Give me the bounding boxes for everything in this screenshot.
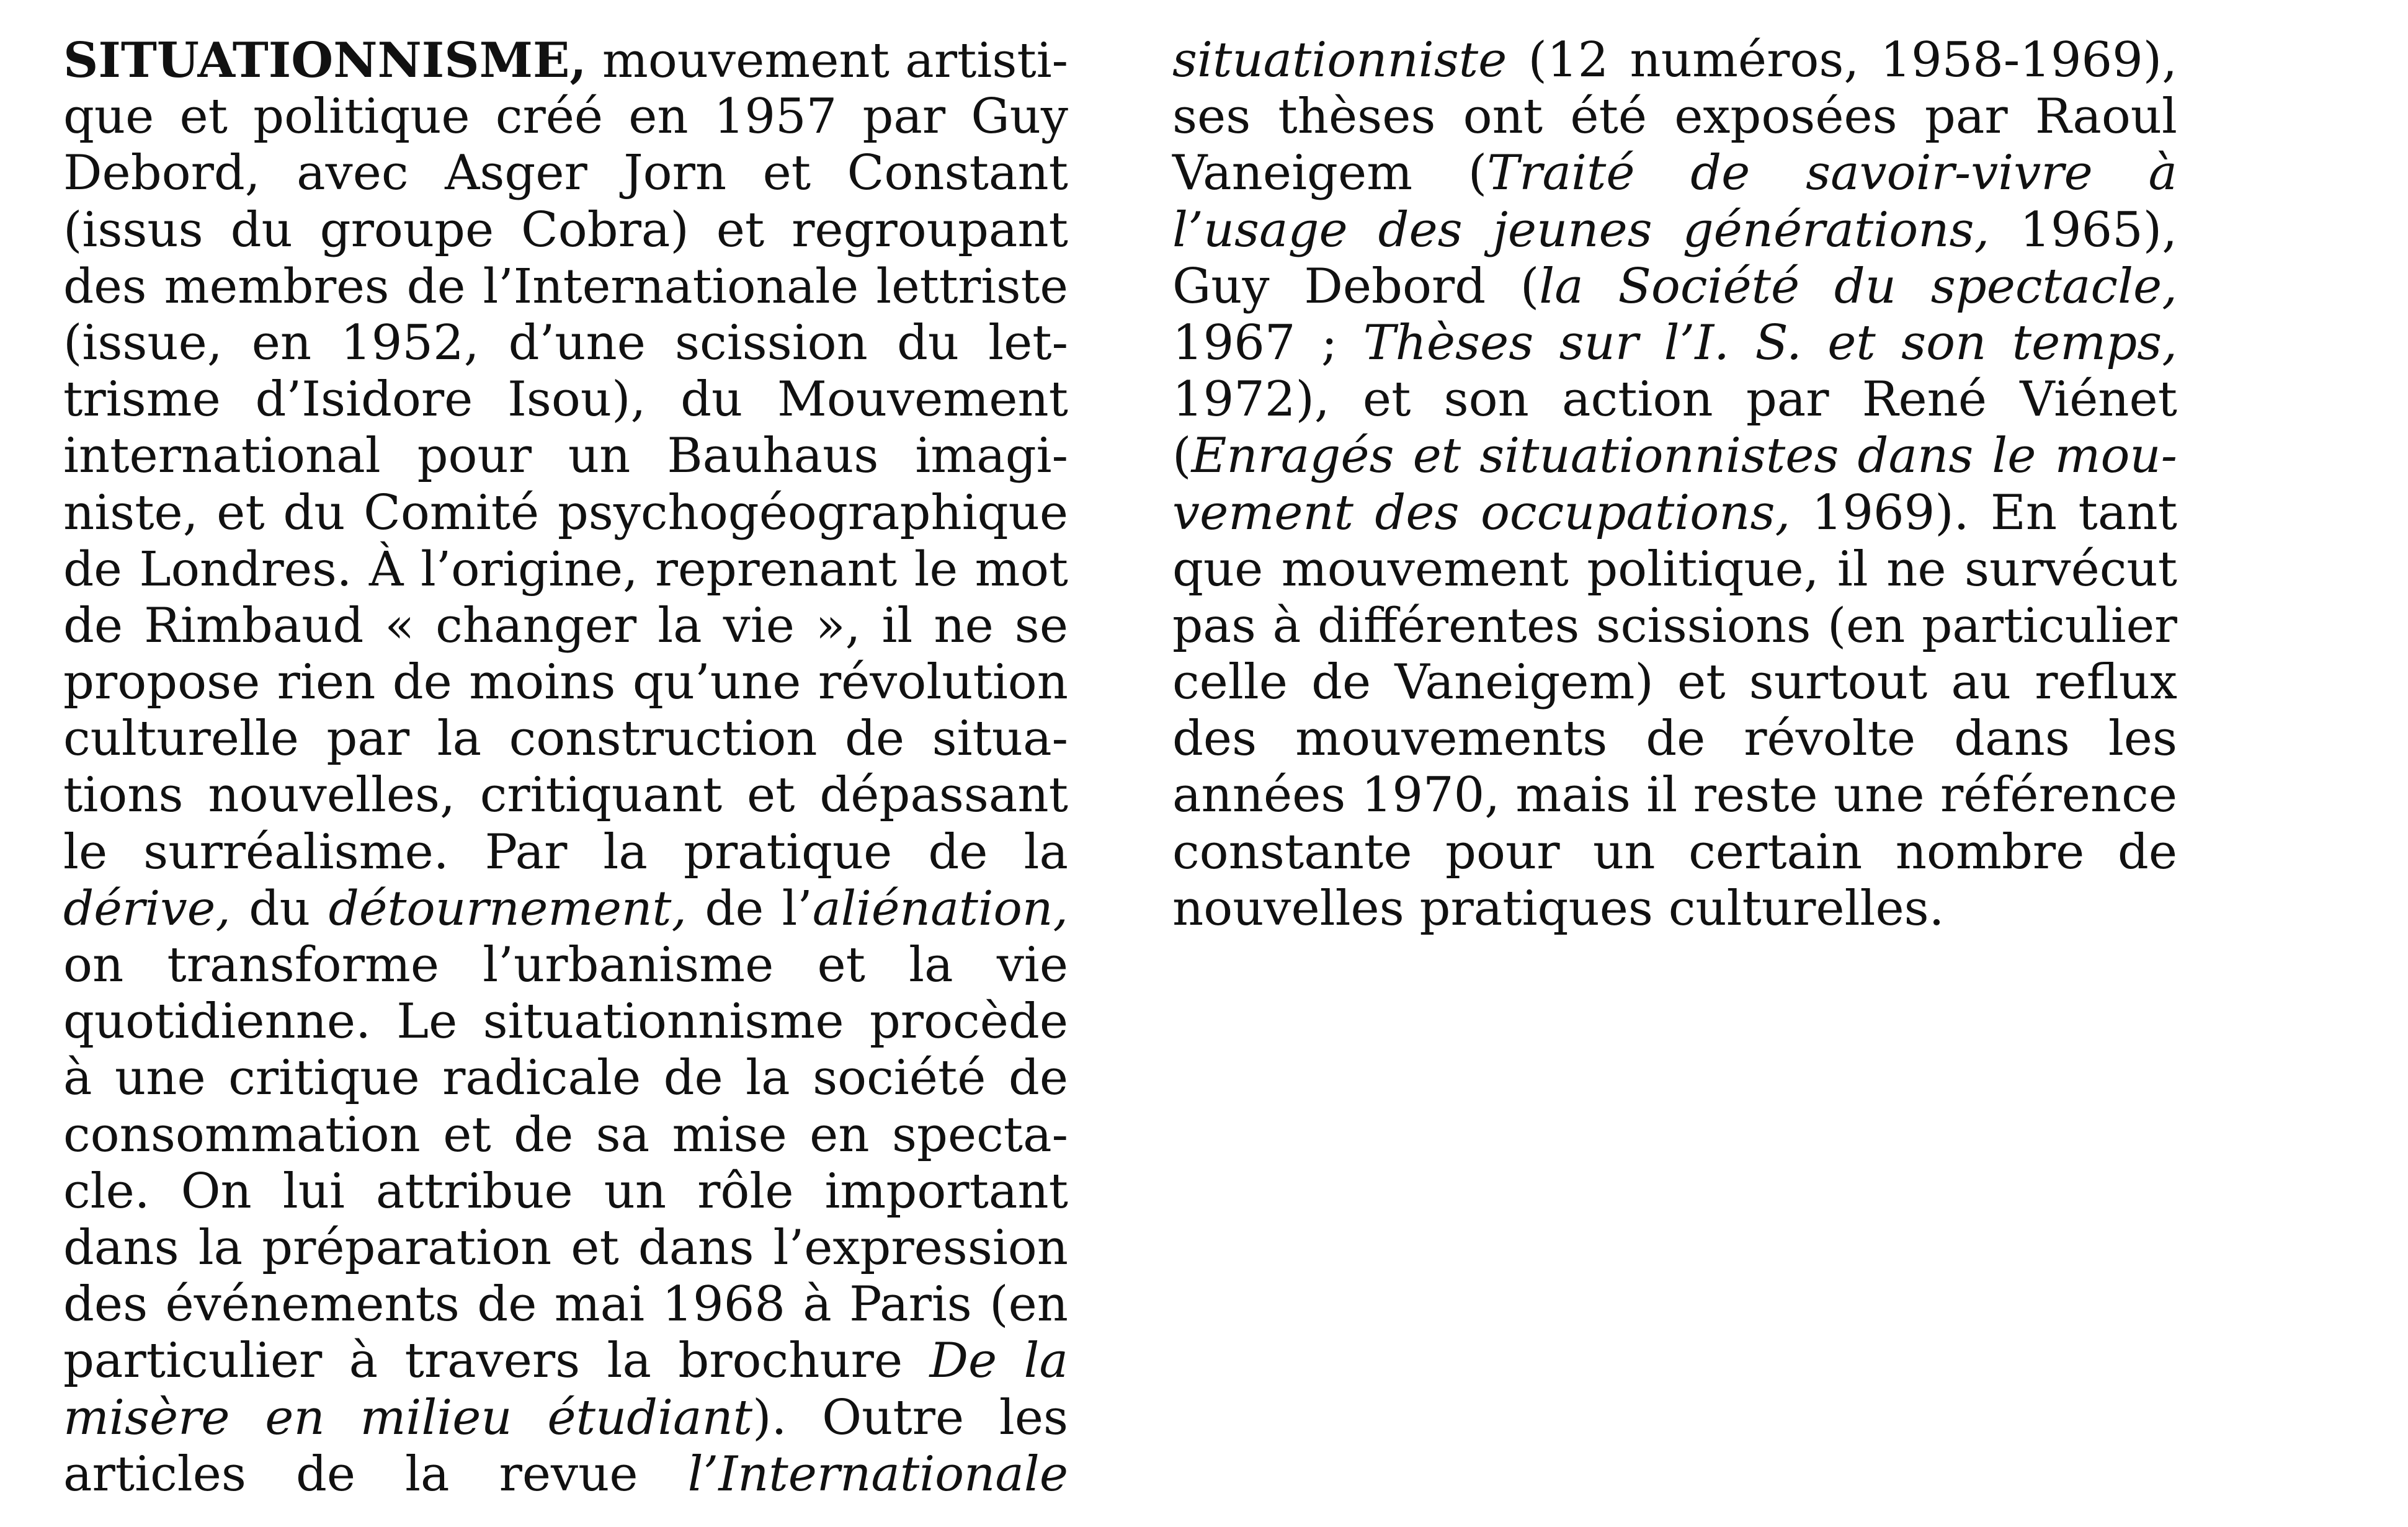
text-run: (	[1172, 428, 1192, 484]
text-run: consommation et de sa mise en specta-	[63, 1106, 1068, 1163]
text-run: Vaneigem (	[1172, 145, 1487, 202]
text-line	[1172, 428, 2177, 484]
text-run: trisme d’Isidore Isou), du Mouvement	[63, 372, 1068, 428]
italic-text: Enragés et situationnistes dans le mou-	[1191, 428, 2177, 484]
text-line	[1172, 711, 2177, 767]
text-line	[63, 994, 1068, 1050]
text-line	[1172, 767, 2177, 824]
text-run: de Londres. À l’origine, reprenant le mot	[63, 541, 1068, 597]
text-line	[63, 1050, 1068, 1106]
text-run: 1967 ;	[1172, 314, 1363, 371]
left-column	[63, 32, 1068, 1503]
text-line	[63, 881, 1068, 937]
text-run: années 1970, mais il reste une référence	[1172, 767, 2177, 824]
text-line	[1172, 598, 2177, 654]
text-run: des mouvements de révolte dans les	[1172, 711, 2177, 767]
text-line	[63, 1390, 1068, 1446]
text-run: à une critique radicale de la société de	[63, 1050, 1068, 1106]
text-line	[63, 202, 1068, 259]
text-line	[63, 485, 1068, 541]
text-line	[1172, 202, 2177, 259]
text-run: que et politique créé en 1957 par Guy	[63, 89, 1068, 145]
italic-text: l’Internationale	[687, 1446, 1068, 1502]
text-run: celle de Vaneigem) et surtout au reflux	[1172, 654, 2177, 711]
text-line	[1172, 259, 2177, 315]
text-line	[63, 1107, 1068, 1164]
text-line	[1172, 89, 2177, 145]
text-run: ses thèses ont été exposées par Raoul	[1172, 89, 2177, 145]
text-line	[63, 767, 1068, 824]
text-line	[63, 32, 1068, 89]
text-line	[63, 259, 1068, 315]
text-run: tions nouvelles, critiquant et dépassant	[63, 767, 1068, 824]
text-run: le surréalisme. Par la pratique de la	[63, 824, 1068, 880]
text-run: propose rien de moins qu’une révolution	[63, 654, 1068, 711]
text-run: Debord, avec Asger Jorn et Constant	[63, 145, 1068, 202]
text-run: dans la préparation et dans l’expression	[63, 1219, 1068, 1276]
text-line	[1172, 372, 2177, 428]
text-line	[63, 1220, 1068, 1276]
text-line	[63, 1333, 1068, 1389]
text-line	[1172, 315, 2177, 372]
text-run: (issue, en 1952, d’une scission du let-	[63, 314, 1068, 371]
text-run: constante pour un certain nombre de	[1172, 824, 2177, 880]
text-line	[63, 315, 1068, 372]
italic-text: la Société du spectacle,	[1539, 258, 2177, 314]
italic-text: détournement,	[328, 881, 687, 937]
right-column	[1172, 32, 2177, 937]
text-run: Guy Debord (	[1172, 258, 1540, 314]
text-run: que mouvement politique, il ne survécut	[1172, 541, 2177, 597]
text-run: du	[230, 881, 329, 937]
text-line	[63, 1446, 1068, 1503]
text-line	[63, 711, 1068, 767]
text-line	[63, 541, 1068, 598]
text-line	[1172, 881, 2177, 937]
text-line	[1172, 32, 2177, 89]
text-run: international pour un Bauhaus imagi-	[63, 428, 1068, 484]
text-run: des membres de l’Internationale lettriste	[63, 259, 1068, 314]
text-run: nouvelles pratiques culturelles.	[1172, 880, 1945, 937]
text-run: ). Outre les	[752, 1389, 1069, 1446]
text-run: des événements de mai 1968 à Paris (en	[63, 1276, 1068, 1333]
text-line	[63, 372, 1068, 428]
text-line	[63, 654, 1068, 711]
text-run: 1972), et son action par René Viénet	[1172, 372, 2177, 428]
italic-text: De la	[929, 1333, 1068, 1389]
text-line	[63, 145, 1068, 202]
text-run: (issus du groupe Cobra) et regroupant	[63, 202, 1068, 258]
text-line	[63, 1276, 1068, 1333]
text-run: 1965),	[1989, 202, 2177, 258]
text-line	[1172, 485, 2177, 541]
italic-text: aliénation,	[812, 881, 1068, 937]
italic-text: dérive,	[63, 881, 231, 937]
text-run: de Rimbaud « changer la vie », il ne se	[63, 597, 1068, 654]
text-line	[63, 1164, 1068, 1220]
text-line	[1172, 824, 2177, 881]
text-run: culturelle par la construction de situa-	[63, 711, 1068, 767]
text-run: mouvement artisti-	[586, 33, 1068, 89]
text-line	[1172, 541, 2177, 598]
italic-text: Traité de savoir-vivre à	[1487, 145, 2177, 202]
italic-text: situationniste	[1172, 32, 1507, 88]
text-run: (12 numéros, 1958-1969),	[1507, 32, 2177, 88]
text-run: cle. On lui attribue un rôle important	[63, 1163, 1068, 1219]
italic-text: vement des occupations,	[1172, 484, 1791, 541]
text-line	[1172, 145, 2177, 202]
italic-text: Thèses sur l’I. S. et son temps,	[1363, 314, 2177, 371]
text-line	[63, 598, 1068, 654]
italic-text: l’usage des jeunes générations,	[1172, 202, 1990, 258]
text-run: particulier à travers la brochure	[63, 1333, 930, 1389]
text-line	[63, 824, 1068, 881]
text-line	[63, 89, 1068, 145]
text-run: 1969). En tant	[1790, 484, 2177, 541]
text-run: niste, et du Comité psychogéographique	[63, 484, 1068, 541]
text-line	[63, 428, 1068, 484]
text-line	[1172, 654, 2177, 711]
text-run: quotidienne. Le situationnisme procède	[63, 994, 1068, 1050]
text-line	[63, 937, 1068, 994]
text-run: pas à différentes scissions (en particulier	[1172, 598, 2177, 654]
italic-text: misère en milieu étudiant	[63, 1389, 753, 1446]
text-run: articles de la revue	[63, 1446, 688, 1502]
text-run: on transforme l’urbanisme et la vie	[63, 937, 1068, 993]
headword: SITUATIONNISME,	[63, 32, 587, 89]
text-run: de l’	[686, 881, 813, 937]
